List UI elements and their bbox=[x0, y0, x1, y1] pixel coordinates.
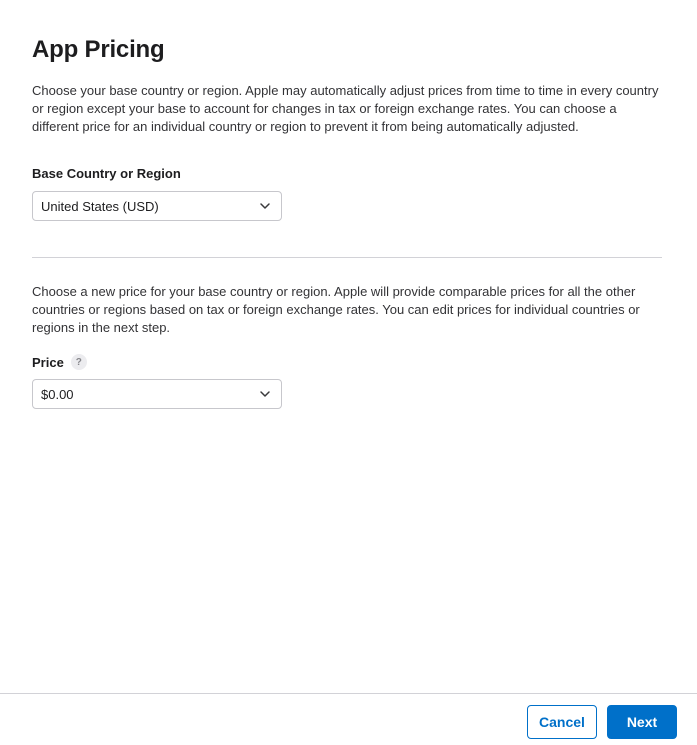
question-mark-icon[interactable]: ? bbox=[71, 354, 87, 370]
page-title: App Pricing bbox=[32, 36, 165, 63]
base-region-select[interactable] bbox=[32, 191, 282, 221]
price-description: Choose a new price for your base country or region. Apple will provide comparable prices for all the other countries or regions based on tax or foreign exchange rates. You can edit prices for individual countries or regions in the next step. bbox=[32, 284, 640, 335]
dialog-footer bbox=[0, 693, 697, 745]
price-selected-value: $0.00 bbox=[41, 386, 74, 402]
base-region-label: Base Country or Region bbox=[32, 166, 181, 181]
next-button[interactable]: Next bbox=[607, 705, 677, 739]
cancel-button[interactable]: Cancel bbox=[527, 705, 597, 739]
chevron-down-icon bbox=[259, 200, 271, 212]
price-label-row bbox=[32, 354, 87, 370]
section-divider bbox=[32, 257, 662, 258]
price-select[interactable] bbox=[32, 379, 282, 409]
chevron-down-icon bbox=[259, 388, 271, 400]
base-region-selected-value: United States (USD) bbox=[41, 198, 159, 214]
base-region-description: Choose your base country or region. Apple may automatically adjust prices from time to time in every country or region except your base to account for changes in tax or foreign exchange rates. You can choose a different price for an individual country or region to prevent it from being automatically adjusted. bbox=[32, 83, 659, 134]
price-label: Price bbox=[32, 354, 64, 370]
